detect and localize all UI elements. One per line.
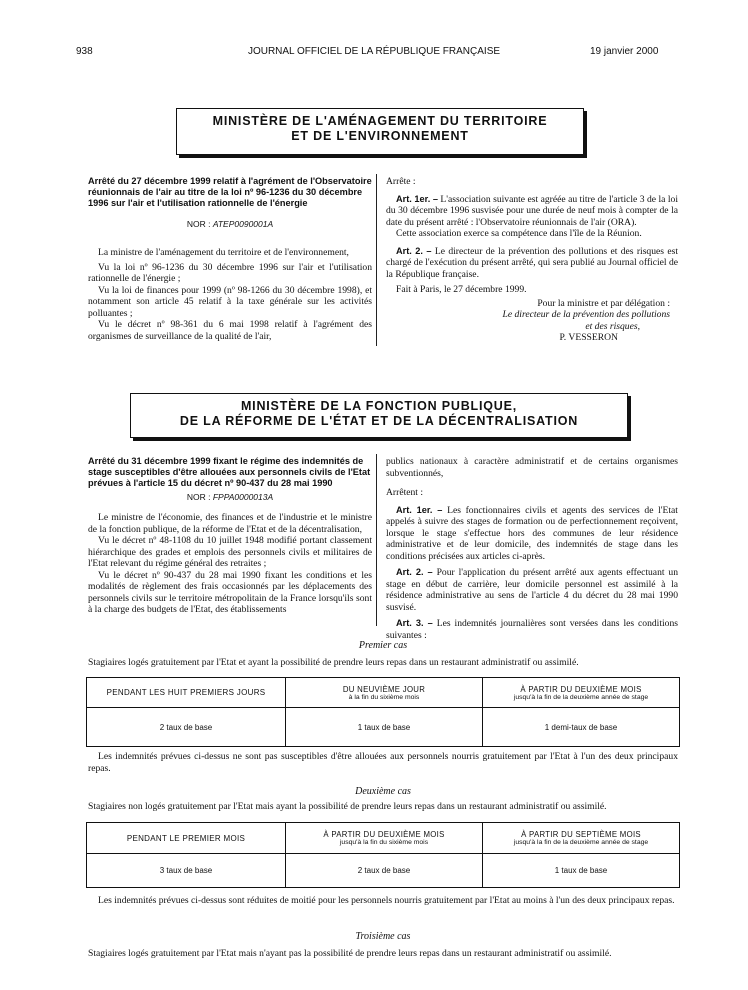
article-text: Le directeur de la prévention des pollutions et des risques est chargé de l'exécution du présent arrêté, qui sera publié au Journal officiel de la République française. (386, 245, 679, 280)
preamble (88, 512, 372, 616)
header-sub: à la fin du sixième mois (348, 693, 420, 701)
preamble-continuation: publics nationaux à caractère administratif et de certains organismes subventionnés, (386, 456, 678, 479)
ministry-heading-line1: MINISTÈRE DE L'AMÉNAGEMENT DU TERRITOIRE (212, 114, 548, 128)
signature-line: Le directeur de la prévention des pollutions (502, 309, 670, 320)
table-cell: 2 taux de base (286, 854, 483, 888)
table-cell: 1 taux de base (483, 854, 680, 888)
page-number: 938 (76, 46, 93, 57)
signature-place-date: Fait à Paris, le 27 décembre 1999. (396, 284, 527, 295)
case-intro: Stagiaires logés gratuitement par l'Etat mais n'ayant pas la possibilité de prendre leurs repas dans un restaurant administratif ou assimilé. (88, 948, 612, 959)
signature-line: Pour la ministre et par délégation : (537, 297, 670, 309)
case-heading: Troisième cas (355, 931, 411, 942)
article-label: Art. 1er. – (396, 504, 443, 515)
table-cell: 1 taux de base (286, 708, 483, 747)
case-note: Les indemnités prévues ci-dessus ne sont pas susceptibles d'être allouées aux personnels nourris gratuitement par l'Etat à l'un des deux principaux repas. (88, 751, 678, 774)
case-heading: Premier cas (358, 640, 408, 651)
preamble-para: Vu la loi nº 96-1236 du 30 décembre 1996 sur l'air et l'utilisation rationnelle de l'énergie ; (88, 261, 372, 284)
decree-column-left-1 (88, 176, 372, 342)
table-row (87, 708, 680, 747)
header-sub: jusqu'à la fin de la deuxième année de stage (513, 693, 649, 701)
header-main: À PARTIR DU DEUXIÈME MOIS (520, 684, 642, 694)
signature-block (386, 298, 678, 344)
decree-title: Arrêté du 31 décembre 1999 fixant le régime des indemnités de stage susceptibles d'être allouées aux personnels civils de l'Etat prévues à l'article 15 du décret nº 90-437 du 28 mai 1990 (88, 456, 371, 488)
ministry-heading-line2: ET DE L'ENVIRONNEMENT (291, 129, 469, 143)
case-intro: Stagiaires non logés gratuitement par l'Etat mais ayant la possibilité de prendre leurs repas dans un restaurant administratif ou assimilé. (88, 801, 607, 812)
article-label: Art. 2. – (396, 567, 433, 577)
signature-line: et des risques, (585, 320, 640, 332)
table-header-cell (483, 823, 680, 854)
case-heading: Deuxième cas (355, 786, 411, 797)
nor-reference (88, 492, 372, 502)
nor-code: ATEP0090001A (212, 219, 274, 229)
decree-column-right-1 (386, 176, 678, 344)
article-2 (386, 567, 678, 613)
rates-table-2 (86, 822, 680, 888)
article-text: Les fonctionnaires civils et agents des services de l'Etat appelés à suivre des stages de formation ou de perfectionnement reçoivent, lorsque le stage s'effectue hors des communes de leur résidence administrative et de leur domicile, des indemnités de stage dans les conditions précisées aux articles ci-après. (386, 504, 678, 562)
case-note: Les indemnités prévues ci-dessus sont réduites de moitié pour les personnels nourris gratuitement par l'Etat au moins à l'un des deux principaux repas. (98, 895, 675, 906)
preamble-para: Vu le décret nº 98-361 du 6 mai 1998 relatif à l'agrément des organismes de surveillance de la qualité de l'air, (88, 319, 372, 342)
article-text: L'association suivante est agréée au titre de l'article 3 de la loi du 30 décembre 1996 susvisée pour une durée de neuf mois à compter de la date du présent arrêté : l'Observatoire réunionnais de l'air (ORA). (386, 193, 678, 228)
decree-column-right-2 (386, 456, 678, 641)
article-1-cont: Cette association exerce sa compétence dans l'île de la Réunion. (396, 228, 642, 239)
article-1 (386, 505, 678, 563)
article-2 (386, 246, 678, 281)
journal-title: JOURNAL OFFICIEL DE LA RÉPUBLIQUE FRANÇAISE (247, 46, 501, 57)
article-1 (386, 194, 678, 229)
article-3 (386, 618, 678, 641)
decree-column-left-2 (88, 456, 372, 616)
preamble-para: Vu le décret nº 48-1108 du 10 juillet 1948 modifié portant classement hiérarchique des grades et emplois des personnels civils et militaires de l'Etat relevant du régime général des retraites ; (88, 535, 372, 569)
case-intro: Stagiaires logés gratuitement par l'Etat et ayant la possibilité de prendre leurs repas dans un restaurant administratif ou assimilé. (88, 657, 579, 668)
rates-table-1 (86, 677, 680, 747)
table-cell: 3 taux de base (87, 854, 286, 888)
header-sub: jusqu'à la fin de la deuxième année de stage (513, 839, 649, 846)
table-header-cell: PENDANT LES HUIT PREMIERS JOURS (87, 678, 286, 708)
table-header-cell (286, 678, 483, 708)
header-main: DU NEUVIÈME JOUR (342, 684, 426, 694)
article-label: Art. 3. – (396, 618, 433, 628)
ministry-heading-line2: DE LA RÉFORME DE L'ÉTAT ET DE LA DÉCENTRALISATION (179, 414, 579, 428)
article-label: Art. 1er. – (396, 193, 438, 204)
nor-reference (88, 219, 372, 229)
arrete-heading: Arrête : (386, 176, 416, 187)
table-header-cell (286, 823, 483, 854)
table-cell: 1 demi-taux de base (483, 708, 680, 747)
header-main: À PARTIR DU SEPTIÈME MOIS (521, 830, 641, 839)
preamble-para: Le ministre de l'économie, des finances et de l'industrie et le ministre de la fonction publique, de la réforme de l'Etat et de la décentralisation, (88, 512, 372, 535)
issue-date: 19 janvier 2000 (590, 46, 659, 57)
table-header-cell: PENDANT LE PREMIER MOIS (87, 823, 286, 854)
table-row (87, 854, 680, 888)
preamble-para: Vu la loi de finances pour 1999 (nº 98-1266 du 30 décembre 1998), et notamment son article 45 relatif à la taxe générale sur les activités polluantes ; (88, 284, 372, 319)
signatory-name: P. VESSERON (559, 332, 618, 343)
ministry-heading-box (176, 108, 584, 155)
ministry-heading-box (130, 393, 628, 438)
decree-title: Arrêté du 27 décembre 1999 relatif à l'agrément de l'Observatoire réunionnais de l'air au titre de la loi nº 96-1236 du 30 décembre 1996 sur l'air et l'utilisation rationnelle de l'énergie (88, 176, 372, 208)
table-header-row (87, 823, 680, 854)
nor-code: FPPA0000013A (212, 492, 274, 502)
table-cell: 2 taux de base (87, 708, 286, 747)
nor-label: NOR : (186, 219, 211, 229)
table-header-row (87, 678, 680, 708)
nor-label: NOR : (186, 492, 211, 502)
header-sub: jusqu'à la fin du sixième mois (339, 839, 429, 846)
column-divider (376, 454, 377, 626)
arretent-heading: Arrêtent : (386, 487, 424, 498)
article-text: Les indemnités journalières sont versées dans les conditions suivantes : (386, 618, 679, 641)
table-header-cell (483, 678, 680, 708)
preamble (88, 247, 372, 342)
preamble-para: La ministre de l'aménagement du territoire et de l'environnement, (98, 247, 349, 258)
article-label: Art. 2. – (396, 245, 432, 256)
column-divider (376, 174, 377, 346)
ministry-heading-line1: MINISTÈRE DE LA FONCTION PUBLIQUE, (240, 399, 518, 413)
article-text: Pour l'application du présent arrêté aux agents effectuant un stage en début de carrière, leur domicile personnel est assimilé à la résidence administrative au sens de l'article 4 du décret du 28 mai 1990 susvisé. (386, 567, 678, 613)
header-main: À PARTIR DU DEUXIÈME MOIS (323, 830, 445, 839)
preamble-para: Vu le décret nº 90-437 du 28 mai 1990 fixant les conditions et les modalités de règlement des frais occasionnés par les déplacements des personnels civils sur le territoire métropolitain de la France lorsqu'ils sont à la charge des budgets de l'Etat, des établissements (88, 569, 372, 615)
